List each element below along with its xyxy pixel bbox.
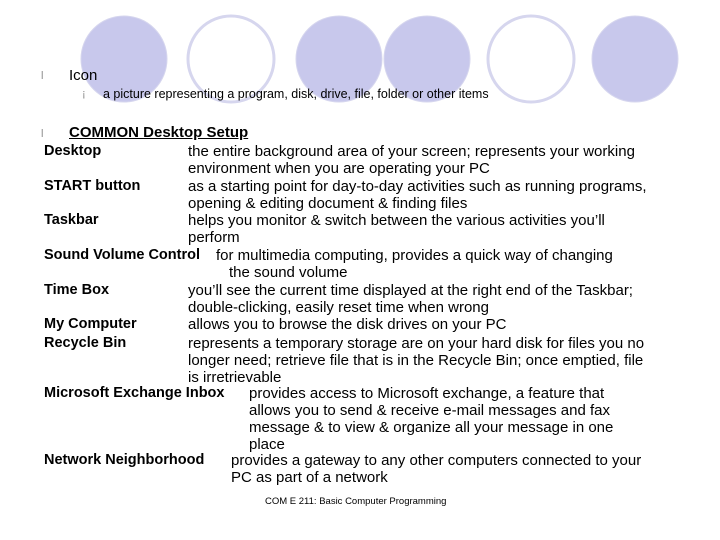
def-sound-volume-control xyxy=(216,247,613,281)
def-line: as a starting point for day-to-day activities such as running programs, xyxy=(188,178,647,195)
term-recycle-bin: Recycle Bin xyxy=(44,335,127,351)
def-my-computer xyxy=(188,316,506,333)
term-time-box: Time Box xyxy=(44,282,110,298)
def-line: message & to view & organize all your message in one xyxy=(249,419,614,436)
def-line: provides access to Microsoft exchange, a feature that xyxy=(249,385,605,402)
def-line: is irretrievable xyxy=(188,369,282,386)
def-line: place xyxy=(249,436,285,453)
term-desktop: Desktop xyxy=(44,143,102,159)
term-start-button: START button xyxy=(44,178,141,194)
icon-item-label: Icon xyxy=(69,67,98,84)
def-line: the sound volume xyxy=(229,264,348,281)
def-time-box xyxy=(188,282,633,316)
def-taskbar xyxy=(188,212,605,246)
bullet-icon-sub: ¡ xyxy=(82,88,86,100)
def-line: for multimedia computing, provides a quick way of changing xyxy=(216,247,613,264)
slide-footer: COM E 211: Basic Computer Programming xyxy=(265,496,447,507)
def-desktop xyxy=(188,143,635,177)
term-my-computer: My Computer xyxy=(44,316,137,332)
term-network-neighborhood: Network Neighborhood xyxy=(44,452,205,468)
def-line: the entire background area of your screen; represents your working xyxy=(188,143,635,160)
bullet-icon-item: l xyxy=(41,70,44,82)
def-line: double-clicking, easily reset time when wrong xyxy=(188,299,489,316)
def-line: you’ll see the current time displayed at the right end of the Taskbar; xyxy=(188,282,633,299)
circle-5 xyxy=(488,16,574,102)
def-line: allows you to send & receive e-mail messages and fax xyxy=(249,402,611,419)
def-recycle-bin xyxy=(188,335,644,386)
def-line: longer need; retrieve file that is in the Recycle Bin; once emptied, file xyxy=(188,352,644,369)
icon-item-description: a picture representing a program, disk, drive, file, folder or other items xyxy=(103,87,489,101)
def-start-button xyxy=(188,178,647,212)
def-line: PC as part of a network xyxy=(231,469,388,486)
def-line: allows you to browse the disk drives on your PC xyxy=(188,316,507,333)
def-line: represents a temporary storage are on your hard disk for files you no xyxy=(188,335,645,352)
def-microsoft-exchange-inbox xyxy=(249,385,613,453)
circle-6 xyxy=(592,16,678,102)
def-line: helps you monitor & switch between the various activities you’ll xyxy=(188,212,605,229)
term-microsoft-exchange-inbox: Microsoft Exchange Inbox xyxy=(44,385,225,401)
def-line: opening & editing document & finding files xyxy=(188,195,468,212)
common-heading: COMMON Desktop Setup xyxy=(69,124,249,141)
def-network-neighborhood xyxy=(231,452,641,486)
term-sound-volume-control: Sound Volume Control xyxy=(44,247,200,263)
def-line: perform xyxy=(188,229,240,246)
term-taskbar: Taskbar xyxy=(44,212,99,228)
def-line: provides a gateway to any other computers connected to your xyxy=(231,452,642,469)
bullet-common-heading: l xyxy=(41,128,44,140)
def-line: environment when you are operating your PC xyxy=(188,160,490,177)
